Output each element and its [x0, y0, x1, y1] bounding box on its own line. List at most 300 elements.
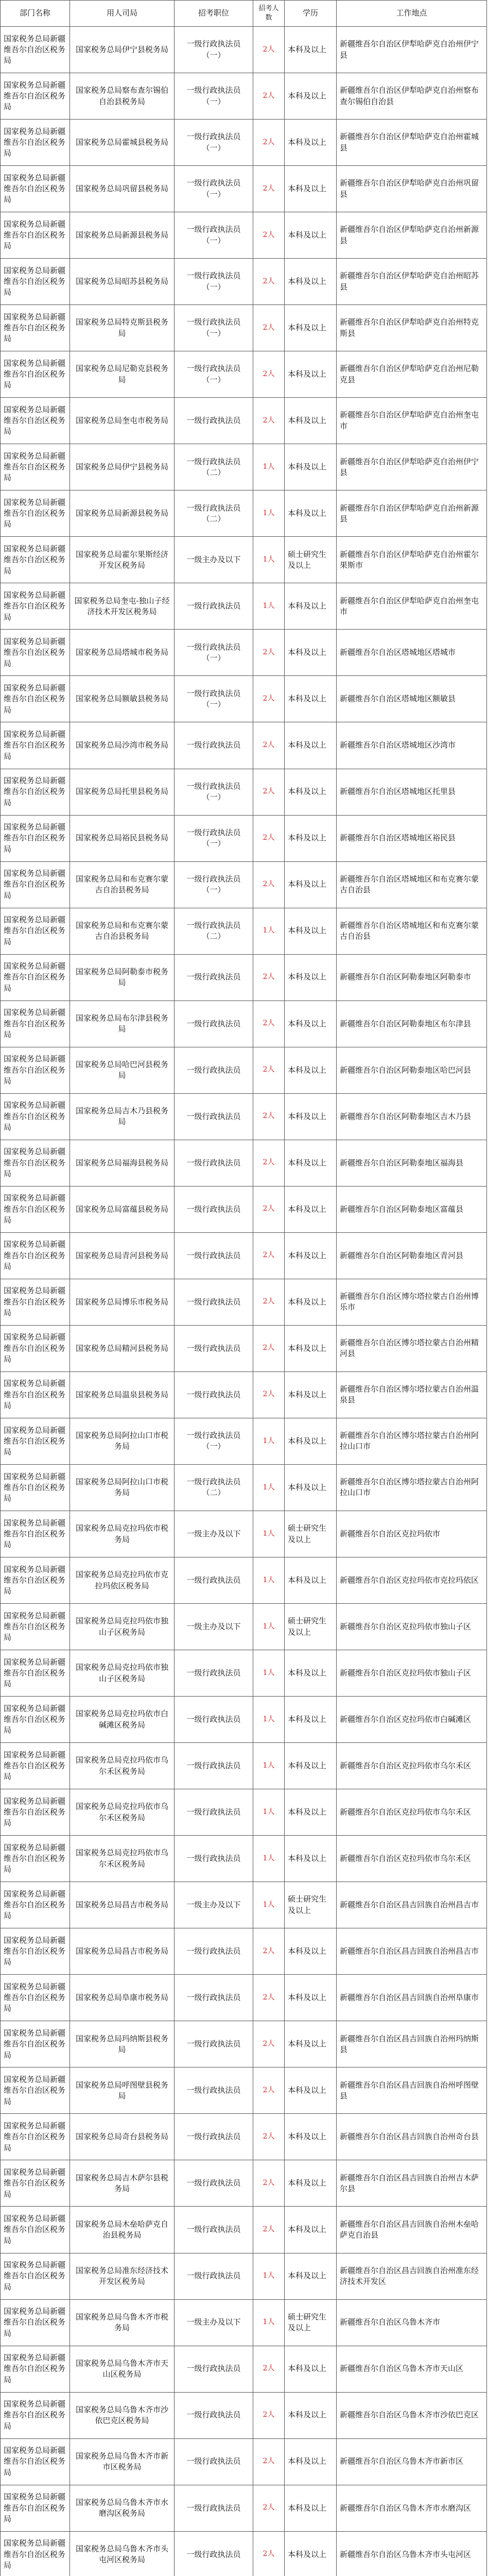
cell-count: 2人	[253, 2531, 285, 2576]
cell-location: 新疆维吾尔自治区昌吉回族自治州准东经济技术开发区	[337, 2253, 487, 2299]
cell-position: 一级行政执法员	[175, 1650, 253, 1697]
cell-position: 一级行政执法员（一）	[175, 27, 253, 73]
table-row	[1, 2392, 487, 2438]
cell-education: 本科及以上	[285, 2253, 337, 2299]
cell-location: 新疆维吾尔自治区伊犁哈萨克自治州特克斯县	[337, 305, 487, 351]
table-row	[1, 908, 487, 954]
cell-education: 本科及以上	[285, 2160, 337, 2207]
cell-education: 本科及以上	[285, 1464, 337, 1511]
cell-location: 新疆维吾尔自治区克拉玛依市乌尔禾区	[337, 1836, 487, 1882]
cell-education: 本科及以上	[285, 722, 337, 769]
cell-location: 新疆维吾尔自治区昌吉回族自治州昌吉市	[337, 1882, 487, 1928]
table-row	[1, 73, 487, 120]
table-row	[1, 166, 487, 212]
cell-count: 2人	[253, 212, 285, 259]
table-row	[1, 2021, 487, 2067]
cell-count: 1人	[253, 1836, 285, 1882]
cell-dept: 国家税务总局新疆维吾尔自治区税务局	[1, 1047, 70, 1093]
cell-position: 一级行政执法员	[175, 1325, 253, 1371]
cell-count: 2人	[253, 1001, 285, 1047]
table-row	[1, 583, 487, 630]
cell-count: 1人	[253, 2253, 285, 2299]
cell-position: 一级行政执法员	[175, 2067, 253, 2114]
cell-position: 一级行政执法员	[175, 2392, 253, 2438]
cell-position: 一级行政执法员	[175, 1697, 253, 1743]
cell-dept: 国家税务总局新疆维吾尔自治区税务局	[1, 1279, 70, 1325]
cell-count: 2人	[253, 166, 285, 212]
table-row	[1, 398, 487, 444]
cell-unit: 国家税务总局昌吉市税务局	[70, 1882, 175, 1928]
table-row	[1, 259, 487, 305]
cell-position: 一级行政执法员（一）	[175, 815, 253, 861]
cell-position: 一级行政执法员	[175, 1279, 253, 1325]
cell-unit: 国家税务总局乌鲁木齐市税务局	[70, 2299, 175, 2346]
cell-education: 硕士研究生及以上	[285, 2299, 337, 2346]
cell-unit: 国家税务总局伊宁县税务局	[70, 27, 175, 73]
cell-unit: 国家税务总局阿拉山口市税务局	[70, 1464, 175, 1511]
cell-position: 一级行政执法员（一）	[175, 861, 253, 908]
header-education: 学历	[285, 1, 337, 27]
table-row	[1, 120, 487, 166]
cell-position: 一级行政执法员	[175, 2114, 253, 2160]
cell-dept: 国家税务总局新疆维吾尔自治区税务局	[1, 490, 70, 537]
table-row	[1, 1975, 487, 2021]
cell-dept: 国家税务总局新疆维吾尔自治区税务局	[1, 1650, 70, 1697]
cell-unit: 国家税务总局新源县税务局	[70, 490, 175, 537]
table-header-row	[1, 1, 487, 27]
cell-dept: 国家税务总局新疆维吾尔自治区税务局	[1, 815, 70, 861]
cell-education: 本科及以上	[285, 490, 337, 537]
cell-count: 2人	[253, 398, 285, 444]
cell-dept: 国家税务总局新疆维吾尔自治区税务局	[1, 2021, 70, 2067]
table-row	[1, 1511, 487, 1557]
cell-dept: 国家税务总局新疆维吾尔自治区税务局	[1, 259, 70, 305]
cell-position: 一级行政执法员	[175, 2207, 253, 2253]
cell-education: 本科及以上	[285, 1232, 337, 1279]
cell-position: 一级行政执法员（一）	[175, 1418, 253, 1464]
table-row	[1, 1697, 487, 1743]
cell-position: 一级行政执法员（二）	[175, 1464, 253, 1511]
cell-position: 一级行政执法员（一）	[175, 120, 253, 166]
cell-location: 新疆维吾尔自治区阿勒泰地区布尔津县	[337, 1001, 487, 1047]
cell-unit: 国家税务总局额敏县税务局	[70, 676, 175, 722]
cell-location: 新疆维吾尔自治区伊犁哈萨克自治州奎屯市	[337, 583, 487, 630]
cell-education: 本科及以上	[285, 351, 337, 398]
cell-dept: 国家税务总局新疆维吾尔自治区税务局	[1, 1557, 70, 1604]
cell-unit: 国家税务总局阜康市税务局	[70, 1975, 175, 2021]
cell-education: 本科及以上	[285, 1279, 337, 1325]
cell-education: 本科及以上	[285, 1325, 337, 1371]
cell-count: 2人	[253, 1093, 285, 1140]
cell-dept: 国家税务总局新疆维吾尔自治区税务局	[1, 2207, 70, 2253]
cell-education: 本科及以上	[285, 120, 337, 166]
cell-unit: 国家税务总局乌鲁木齐市新市区税务局	[70, 2438, 175, 2485]
cell-location: 新疆维吾尔自治区克拉玛依市乌尔禾区	[337, 1743, 487, 1789]
cell-count: 2人	[253, 1047, 285, 1093]
cell-education: 本科及以上	[285, 444, 337, 490]
cell-unit: 国家税务总局克拉玛依市克拉玛依区税务局	[70, 1557, 175, 1604]
cell-location: 新疆维吾尔自治区博尔塔拉蒙古自治州阿拉山口市	[337, 1418, 487, 1464]
cell-position: 一级行政执法员（二）	[175, 908, 253, 954]
table-row	[1, 1604, 487, 1650]
cell-location: 新疆维吾尔自治区博尔塔拉蒙古自治州温泉县	[337, 1371, 487, 1418]
cell-unit: 国家税务总局克拉玛依市乌尔禾区税务局	[70, 1789, 175, 1836]
table-row	[1, 1557, 487, 1604]
cell-position: 一级行政执法员	[175, 1186, 253, 1232]
cell-count: 1人	[253, 583, 285, 630]
cell-education: 本科及以上	[285, 2207, 337, 2253]
cell-unit: 国家税务总局托里县税务局	[70, 769, 175, 815]
cell-count: 1人	[253, 1511, 285, 1557]
cell-position: 一级行政执法员	[175, 1047, 253, 1093]
cell-education: 本科及以上	[285, 1743, 337, 1789]
cell-education: 本科及以上	[285, 1789, 337, 1836]
cell-education: 本科及以上	[285, 212, 337, 259]
cell-count: 2人	[253, 1279, 285, 1325]
cell-dept: 国家税务总局新疆维吾尔自治区税务局	[1, 2253, 70, 2299]
cell-dept: 国家税务总局新疆维吾尔自治区税务局	[1, 73, 70, 120]
cell-location: 新疆维吾尔自治区博尔塔拉蒙古自治州博乐市	[337, 1279, 487, 1325]
cell-location: 新疆维吾尔自治区阿勒泰地区富蕴县	[337, 1186, 487, 1232]
cell-dept: 国家税务总局新疆维吾尔自治区税务局	[1, 1001, 70, 1047]
cell-count: 2人	[253, 2067, 285, 2114]
cell-count: 2人	[253, 2021, 285, 2067]
cell-unit: 国家税务总局福海县税务局	[70, 1140, 175, 1186]
cell-education: 本科及以上	[285, 1140, 337, 1186]
cell-dept: 国家税务总局新疆维吾尔自治区税务局	[1, 1697, 70, 1743]
cell-location: 新疆维吾尔自治区阿勒泰地区吉木乃县	[337, 1093, 487, 1140]
cell-position: 一级行政执法员	[175, 1371, 253, 1418]
cell-dept: 国家税务总局新疆维吾尔自治区税务局	[1, 1928, 70, 1975]
table-row	[1, 1325, 487, 1371]
cell-unit: 国家税务总局新源县税务局	[70, 212, 175, 259]
cell-unit: 国家税务总局和布克赛尔蒙古自治县税务局	[70, 908, 175, 954]
cell-unit: 国家税务总局青河县税务局	[70, 1232, 175, 1279]
cell-count: 2人	[253, 2438, 285, 2485]
cell-dept: 国家税务总局新疆维吾尔自治区税务局	[1, 2067, 70, 2114]
table-row	[1, 954, 487, 1001]
cell-unit: 国家税务总局奎屯-独山子经济技术开发区税务局	[70, 583, 175, 630]
cell-position: 一级行政执法员	[175, 1232, 253, 1279]
table-row	[1, 1371, 487, 1418]
cell-unit: 国家税务总局木垒哈萨克自治县税务局	[70, 2207, 175, 2253]
cell-count: 2人	[253, 2114, 285, 2160]
cell-dept: 国家税务总局新疆维吾尔自治区税务局	[1, 398, 70, 444]
cell-unit: 国家税务总局察布查尔锡伯自治县税务局	[70, 73, 175, 120]
cell-unit: 国家税务总局布尔津县税务局	[70, 1001, 175, 1047]
table-row	[1, 2299, 487, 2346]
cell-dept: 国家税务总局新疆维吾尔自治区税务局	[1, 722, 70, 769]
cell-location: 新疆维吾尔自治区克拉玛依市独山子区	[337, 1604, 487, 1650]
cell-unit: 国家税务总局玛纳斯县税务局	[70, 2021, 175, 2067]
cell-count: 1人	[253, 490, 285, 537]
table-row	[1, 630, 487, 676]
table-row	[1, 27, 487, 73]
cell-location: 新疆维吾尔自治区伊犁哈萨克自治州霍尔果斯市	[337, 537, 487, 583]
cell-dept: 国家税务总局新疆维吾尔自治区税务局	[1, 27, 70, 73]
cell-education: 本科及以上	[285, 1836, 337, 1882]
cell-count: 1人	[253, 1743, 285, 1789]
cell-education: 本科及以上	[285, 2531, 337, 2576]
cell-position: 一级行政执法员	[175, 2346, 253, 2392]
table-row	[1, 1140, 487, 1186]
cell-unit: 国家税务总局乌鲁木齐市头屯河区税务局	[70, 2531, 175, 2576]
table-row	[1, 490, 487, 537]
cell-dept: 国家税务总局新疆维吾尔自治区税务局	[1, 908, 70, 954]
cell-unit: 国家税务总局乌鲁木齐市天山区税务局	[70, 2346, 175, 2392]
cell-unit: 国家税务总局呼图壁县税务局	[70, 2067, 175, 2114]
cell-dept: 国家税务总局新疆维吾尔自治区税务局	[1, 1093, 70, 1140]
cell-position: 一级主办及以下	[175, 2299, 253, 2346]
table-row	[1, 1093, 487, 1140]
cell-education: 本科及以上	[285, 1697, 337, 1743]
cell-count: 1人	[253, 1418, 285, 1464]
table-row	[1, 1464, 487, 1511]
cell-education: 本科及以上	[285, 1418, 337, 1464]
cell-position: 一级行政执法员	[175, 954, 253, 1001]
cell-dept: 国家税务总局新疆维吾尔自治区税务局	[1, 2114, 70, 2160]
table-row	[1, 1186, 487, 1232]
cell-location: 新疆维吾尔自治区博尔塔拉蒙古自治州精河县	[337, 1325, 487, 1371]
cell-position: 一级行政执法员	[175, 1093, 253, 1140]
cell-education: 本科及以上	[285, 2485, 337, 2531]
table-row	[1, 2067, 487, 2114]
cell-unit: 国家税务总局克拉玛依市乌尔禾区税务局	[70, 1836, 175, 1882]
cell-dept: 国家税务总局新疆维吾尔自治区税务局	[1, 1140, 70, 1186]
cell-location: 新疆维吾尔自治区博尔塔拉蒙古自治州阿拉山口市	[337, 1464, 487, 1511]
cell-education: 本科及以上	[285, 1047, 337, 1093]
cell-location: 新疆维吾尔自治区伊犁哈萨克自治州霍城县	[337, 120, 487, 166]
table-row	[1, 212, 487, 259]
cell-location: 新疆维吾尔自治区伊犁哈萨克自治州伊宁县	[337, 27, 487, 73]
cell-unit: 国家税务总局霍城县税务局	[70, 120, 175, 166]
table-row	[1, 2114, 487, 2160]
cell-count: 2人	[253, 259, 285, 305]
cell-dept: 国家税务总局新疆维吾尔自治区税务局	[1, 1325, 70, 1371]
cell-education: 本科及以上	[285, 954, 337, 1001]
cell-education: 本科及以上	[285, 27, 337, 73]
table-row	[1, 1928, 487, 1975]
cell-unit: 国家税务总局伊宁县税务局	[70, 444, 175, 490]
table-row	[1, 2346, 487, 2392]
cell-position: 一级行政执法员	[175, 2021, 253, 2067]
cell-dept: 国家税务总局新疆维吾尔自治区税务局	[1, 1836, 70, 1882]
cell-unit: 国家税务总局沙湾市税务局	[70, 722, 175, 769]
cell-unit: 国家税务总局昌吉市税务局	[70, 1928, 175, 1975]
cell-count: 2人	[253, 1975, 285, 2021]
cell-position: 一级主办及以下	[175, 1604, 253, 1650]
cell-dept: 国家税务总局新疆维吾尔自治区税务局	[1, 444, 70, 490]
cell-dept: 国家税务总局新疆维吾尔自治区税务局	[1, 2531, 70, 2576]
table-row	[1, 2253, 487, 2299]
cell-education: 本科及以上	[285, 630, 337, 676]
table-row	[1, 351, 487, 398]
table-body	[1, 27, 487, 2576]
cell-location: 新疆维吾尔自治区昌吉回族自治州阜康市	[337, 1975, 487, 2021]
cell-dept: 国家税务总局新疆维吾尔自治区税务局	[1, 537, 70, 583]
cell-education: 本科及以上	[285, 908, 337, 954]
cell-education: 本科及以上	[285, 305, 337, 351]
cell-dept: 国家税务总局新疆维吾尔自治区税务局	[1, 305, 70, 351]
cell-count: 2人	[253, 1928, 285, 1975]
cell-position: 一级行政执法员（二）	[175, 444, 253, 490]
cell-position: 一级行政执法员	[175, 1140, 253, 1186]
cell-education: 本科及以上	[285, 398, 337, 444]
cell-education: 本科及以上	[285, 769, 337, 815]
cell-dept: 国家税务总局新疆维吾尔自治区税务局	[1, 1882, 70, 1928]
cell-dept: 国家税务总局新疆维吾尔自治区税务局	[1, 351, 70, 398]
cell-dept: 国家税务总局新疆维吾尔自治区税务局	[1, 1186, 70, 1232]
cell-position: 一级行政执法员	[175, 2485, 253, 2531]
cell-count: 1人	[253, 908, 285, 954]
table-row	[1, 2485, 487, 2531]
cell-dept: 国家税务总局新疆维吾尔自治区税务局	[1, 1371, 70, 1418]
cell-position: 一级行政执法员	[175, 1557, 253, 1604]
cell-dept: 国家税务总局新疆维吾尔自治区税务局	[1, 1975, 70, 2021]
cell-dept: 国家税务总局新疆维吾尔自治区税务局	[1, 166, 70, 212]
table-row	[1, 1836, 487, 1882]
cell-count: 2人	[253, 769, 285, 815]
table-row	[1, 1232, 487, 1279]
cell-position: 一级行政执法员	[175, 398, 253, 444]
cell-location: 新疆维吾尔自治区伊犁哈萨克自治州新源县	[337, 212, 487, 259]
cell-position: 一级行政执法员（一）	[175, 166, 253, 212]
cell-unit: 国家税务总局博乐市税务局	[70, 1279, 175, 1325]
cell-unit: 国家税务总局准东经济技术开发区税务局	[70, 2253, 175, 2299]
cell-position: 一级行政执法员	[175, 1001, 253, 1047]
cell-location: 新疆维吾尔自治区伊犁哈萨克自治州伊宁县	[337, 444, 487, 490]
cell-education: 本科及以上	[285, 1093, 337, 1140]
cell-count: 1人	[253, 1604, 285, 1650]
cell-unit: 国家税务总局哈巴河县税务局	[70, 1047, 175, 1093]
cell-count: 2人	[253, 73, 285, 120]
cell-location: 新疆维吾尔自治区塔城地区塔城市	[337, 630, 487, 676]
cell-unit: 国家税务总局巩留县税务局	[70, 166, 175, 212]
cell-count: 2人	[253, 630, 285, 676]
cell-location: 新疆维吾尔自治区昌吉回族自治州奇台县	[337, 2114, 487, 2160]
cell-count: 2人	[253, 1140, 285, 1186]
table-row	[1, 2160, 487, 2207]
cell-location: 新疆维吾尔自治区伊犁哈萨克自治州奎屯市	[337, 398, 487, 444]
cell-dept: 国家税务总局新疆维吾尔自治区税务局	[1, 2346, 70, 2392]
cell-education: 硕士研究生及以上	[285, 1882, 337, 1928]
cell-education: 本科及以上	[285, 1186, 337, 1232]
cell-count: 2人	[253, 1371, 285, 1418]
cell-education: 本科及以上	[285, 1975, 337, 2021]
cell-location: 新疆维吾尔自治区伊犁哈萨克自治州昭苏县	[337, 259, 487, 305]
cell-dept: 国家税务总局新疆维吾尔自治区税务局	[1, 212, 70, 259]
table-row	[1, 676, 487, 722]
cell-dept: 国家税务总局新疆维吾尔自治区税务局	[1, 1604, 70, 1650]
cell-location: 新疆维吾尔自治区昌吉回族自治州昌吉市	[337, 1928, 487, 1975]
header-position: 招考职位	[175, 1, 253, 27]
cell-dept: 国家税务总局新疆维吾尔自治区税务局	[1, 769, 70, 815]
header-dept: 部门名称	[1, 1, 70, 27]
cell-location: 新疆维吾尔自治区乌鲁木齐市天山区	[337, 2346, 487, 2392]
cell-count: 2人	[253, 2160, 285, 2207]
cell-unit: 国家税务总局吉木乃县税务局	[70, 1093, 175, 1140]
cell-location: 新疆维吾尔自治区昌吉回族自治州吉木萨尔县	[337, 2160, 487, 2207]
cell-position: 一级行政执法员（一）	[175, 630, 253, 676]
cell-education: 本科及以上	[285, 2392, 337, 2438]
cell-location: 新疆维吾尔自治区阿勒泰地区青河县	[337, 1232, 487, 1279]
cell-education: 本科及以上	[285, 2021, 337, 2067]
cell-dept: 国家税务总局新疆维吾尔自治区税务局	[1, 861, 70, 908]
cell-unit: 国家税务总局塔城市税务局	[70, 630, 175, 676]
cell-location: 新疆维吾尔自治区伊犁哈萨克自治州察布查尔锡伯自治县	[337, 73, 487, 120]
cell-dept: 国家税务总局新疆维吾尔自治区税务局	[1, 954, 70, 1001]
cell-education: 本科及以上	[285, 861, 337, 908]
cell-position: 一级行政执法员	[175, 583, 253, 630]
cell-location: 新疆维吾尔自治区乌鲁木齐市水磨沟区	[337, 2485, 487, 2531]
cell-unit: 国家税务总局阿拉山口市税务局	[70, 1418, 175, 1464]
cell-dept: 国家税务总局新疆维吾尔自治区税务局	[1, 2392, 70, 2438]
cell-count: 1人	[253, 537, 285, 583]
cell-dept: 国家税务总局新疆维吾尔自治区税务局	[1, 2160, 70, 2207]
cell-location: 新疆维吾尔自治区昌吉回族自治州呼图壁县	[337, 2067, 487, 2114]
cell-count: 2人	[253, 722, 285, 769]
cell-education: 本科及以上	[285, 1371, 337, 1418]
cell-count: 2人	[253, 2392, 285, 2438]
cell-position: 一级行政执法员（一）	[175, 305, 253, 351]
cell-dept: 国家税务总局新疆维吾尔自治区税务局	[1, 630, 70, 676]
cell-education: 本科及以上	[285, 583, 337, 630]
cell-count: 1人	[253, 1650, 285, 1697]
cell-count: 2人	[253, 954, 285, 1001]
table-row	[1, 444, 487, 490]
cell-location: 新疆维吾尔自治区乌鲁木齐市	[337, 2299, 487, 2346]
table-row	[1, 722, 487, 769]
cell-unit: 国家税务总局吉木萨尔县税务局	[70, 2160, 175, 2207]
cell-education: 本科及以上	[285, 2067, 337, 2114]
cell-education: 本科及以上	[285, 1650, 337, 1697]
cell-position: 一级行政执法员（一）	[175, 259, 253, 305]
cell-education: 本科及以上	[285, 1928, 337, 1975]
cell-unit: 国家税务总局阿勒泰市税务局	[70, 954, 175, 1001]
cell-location: 新疆维吾尔自治区阿勒泰地区哈巴河县	[337, 1047, 487, 1093]
cell-location: 新疆维吾尔自治区乌鲁木齐市头屯河区	[337, 2531, 487, 2576]
cell-location: 新疆维吾尔自治区塔城地区额敏县	[337, 676, 487, 722]
cell-count: 2人	[253, 120, 285, 166]
cell-position: 一级行政执法员（一）	[175, 73, 253, 120]
cell-unit: 国家税务总局乌鲁木齐市水磨沟区税务局	[70, 2485, 175, 2531]
table-row	[1, 1279, 487, 1325]
cell-dept: 国家税务总局新疆维吾尔自治区税务局	[1, 2485, 70, 2531]
cell-unit: 国家税务总局特克斯县税务局	[70, 305, 175, 351]
cell-dept: 国家税务总局新疆维吾尔自治区税务局	[1, 1743, 70, 1789]
cell-unit: 国家税务总局精河县税务局	[70, 1325, 175, 1371]
cell-education: 硕士研究生及以上	[285, 537, 337, 583]
cell-unit: 国家税务总局裕民县税务局	[70, 815, 175, 861]
cell-count: 1人	[253, 1697, 285, 1743]
cell-dept: 国家税务总局新疆维吾尔自治区税务局	[1, 1789, 70, 1836]
cell-unit: 国家税务总局富蕴县税务局	[70, 1186, 175, 1232]
table-row	[1, 1743, 487, 1789]
cell-location: 新疆维吾尔自治区塔城地区裕民县	[337, 815, 487, 861]
cell-location: 新疆维吾尔自治区克拉玛依市克拉玛依区	[337, 1557, 487, 1604]
cell-count: 2人	[253, 861, 285, 908]
cell-location: 新疆维吾尔自治区阿勒泰地区阿勒泰市	[337, 954, 487, 1001]
cell-count: 2人	[253, 2485, 285, 2531]
cell-unit: 国家税务总局奇台县税务局	[70, 2114, 175, 2160]
table-row	[1, 1789, 487, 1836]
cell-dept: 国家税务总局新疆维吾尔自治区税务局	[1, 120, 70, 166]
cell-education: 本科及以上	[285, 676, 337, 722]
cell-location: 新疆维吾尔自治区伊犁哈萨克自治州新源县	[337, 490, 487, 537]
cell-count: 1人	[253, 1464, 285, 1511]
cell-count: 1人	[253, 1789, 285, 1836]
cell-location: 新疆维吾尔自治区塔城地区和布克赛尔蒙古自治县	[337, 861, 487, 908]
